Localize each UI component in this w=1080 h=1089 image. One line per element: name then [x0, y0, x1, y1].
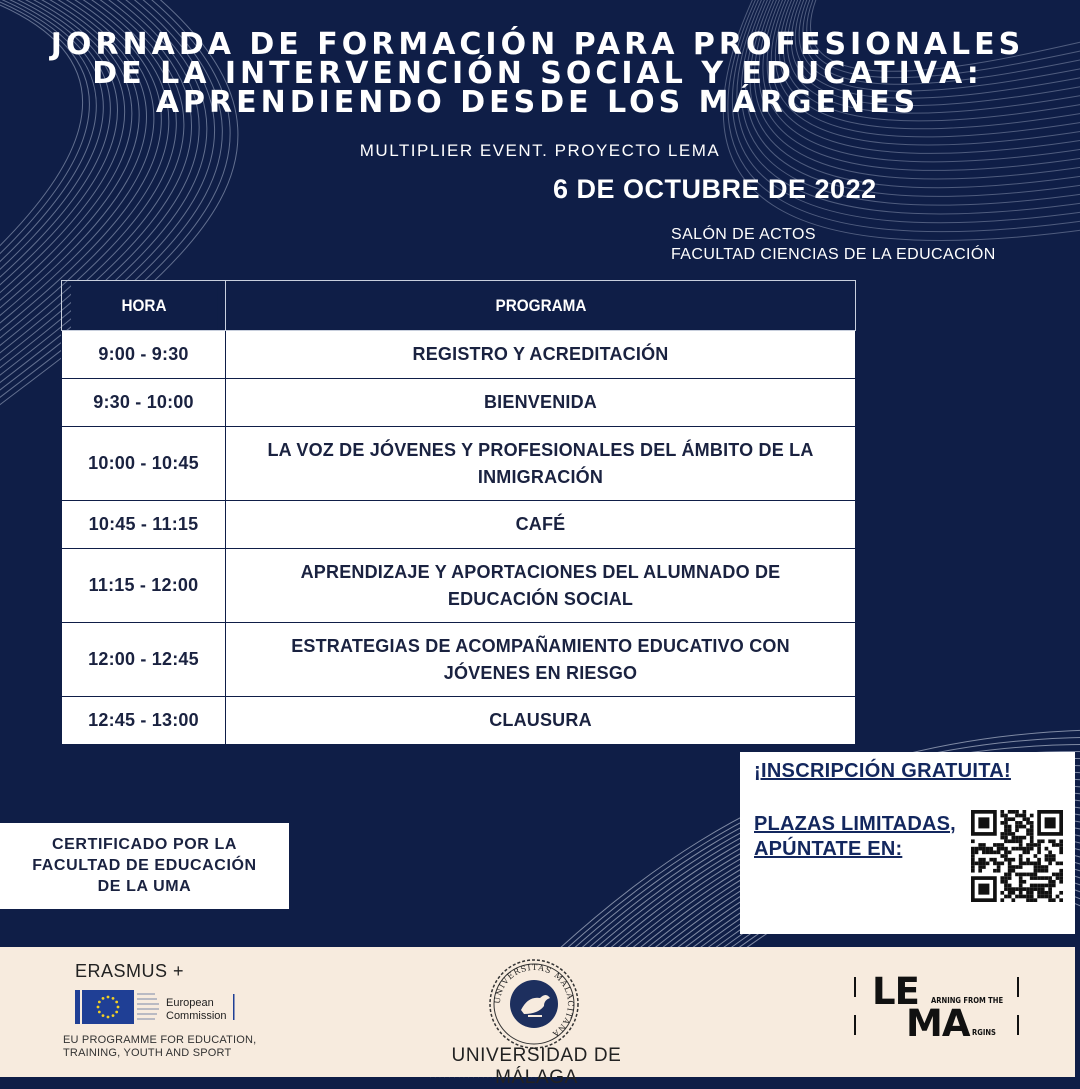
- schedule-row: [62, 501, 856, 549]
- schedule-time: 9:30 - 10:00: [62, 379, 226, 427]
- certificate-box: [0, 823, 289, 909]
- header-hora: HORA: [70, 281, 218, 331]
- registration-box: [740, 752, 1075, 934]
- certificate-line-1: CERTIFICADO POR LA: [51, 836, 238, 853]
- schedule-table: [61, 280, 856, 745]
- ec-line-2: Commission: [166, 1010, 227, 1022]
- signup-here-text: APÚNTATE EN:: [754, 838, 903, 860]
- european-commission-text: [166, 997, 227, 1023]
- schedule-activity-line: JÓVENES EN RIESGO: [443, 662, 638, 683]
- certificate-line-3: DE LA UMA: [97, 878, 192, 895]
- university-seal-logo: [488, 958, 580, 1050]
- event-venue: [671, 225, 996, 265]
- limited-places-text: PLAZAS LIMITADAS,: [754, 813, 956, 835]
- eu-programme-text: [63, 1034, 256, 1060]
- venue-faculty: FACULTAD CIENCIAS DE LA EDUCACIÓN: [671, 246, 996, 263]
- erasmus-label: ERASMUS +: [75, 961, 185, 981]
- schedule-time: 9:00 - 9:30: [62, 331, 226, 379]
- schedule-activity-line: REGISTRO Y ACREDITACIÓN: [412, 344, 669, 364]
- header-programa: PROGRAMA: [257, 281, 824, 331]
- signup-link[interactable]: [754, 812, 956, 862]
- schedule-row: [62, 331, 856, 379]
- schedule-row: [62, 427, 856, 501]
- schedule-time: 12:45 - 13:00: [62, 697, 226, 745]
- event-title: [0, 27, 1075, 120]
- lema-ma: MA: [906, 1002, 970, 1045]
- schedule-time: 10:00 - 10:45: [62, 427, 226, 501]
- ec-line-1: European: [166, 997, 214, 1009]
- schedule-body: [62, 331, 856, 745]
- schedule-activity: [226, 697, 856, 745]
- schedule-activity: [226, 623, 856, 697]
- title-line-1: JORNADA DE FORMACIÓN PARA PROFESIONALES: [50, 27, 1025, 62]
- schedule-activity: [226, 427, 856, 501]
- schedule-header-row: [62, 281, 856, 331]
- seal-text: UNIVERSITAS MALACITANA: [492, 962, 576, 1040]
- certificate-line-2: FACULTAD DE EDUCACIÓN: [32, 857, 257, 874]
- schedule-row: [62, 697, 856, 745]
- venue-room: SALÓN DE ACTOS: [671, 226, 816, 243]
- schedule-time: 11:15 - 12:00: [62, 549, 226, 623]
- lema-tagline-2: RGINS: [972, 1028, 996, 1037]
- schedule-row: [62, 379, 856, 427]
- eu-programme-line-1: EU PROGRAMME FOR EDUCATION,: [63, 1034, 257, 1046]
- schedule-time: 10:45 - 11:15: [62, 501, 226, 549]
- schedule-activity: [226, 331, 856, 379]
- schedule-activity-line: BIENVENIDA: [483, 392, 597, 412]
- schedule-activity-line: CAFÉ: [515, 514, 566, 534]
- schedule-activity: [226, 501, 856, 549]
- qr-code-icon[interactable]: [971, 810, 1063, 902]
- schedule-row: [62, 549, 856, 623]
- free-registration-link[interactable]: ¡INSCRIPCIÓN GRATUITA!: [754, 760, 1011, 782]
- title-line-2: DE LA INTERVENCIÓN SOCIAL Y EDUCATIVA:: [92, 56, 983, 91]
- schedule-activity-line: LA VOZ DE JÓVENES Y PROFESIONALES DEL ÁMBITO DE LA: [267, 439, 814, 460]
- event-subtitle: MULTIPLIER EVENT. PROYECTO LEMA: [359, 141, 721, 160]
- schedule-activity: [226, 379, 856, 427]
- eu-programme-line-2: TRAINING, YOUTH AND SPORT: [63, 1047, 232, 1059]
- schedule-activity-line: ESTRATEGIAS DE ACOMPAÑAMIENTO EDUCATIVO CON: [291, 635, 790, 656]
- lema-logo: [852, 970, 1022, 1045]
- university-name: UNIVERSIDAD DE MÁLAGA: [451, 1045, 622, 1088]
- schedule-activity-line: APRENDIZAJE Y APORTACIONES DEL ALUMNADO DE: [300, 561, 781, 582]
- lema-tagline-1: ARNING FROM THE: [931, 996, 1004, 1005]
- schedule-row: [62, 623, 856, 697]
- footer-logos: [0, 947, 1075, 1088]
- schedule-activity-line: INMIGRACIÓN: [477, 466, 604, 487]
- schedule-activity-line: EDUCACIÓN SOCIAL: [447, 588, 634, 609]
- title-line-3: APRENDIENDO DESDE LOS MÁRGENES: [155, 85, 920, 120]
- schedule-activity: [226, 549, 856, 623]
- event-date: 6 DE OCTUBRE DE 2022: [553, 174, 877, 204]
- schedule-time: 12:00 - 12:45: [62, 623, 226, 697]
- lema-le: LE: [872, 970, 919, 1013]
- schedule-activity-line: CLAUSURA: [489, 710, 592, 730]
